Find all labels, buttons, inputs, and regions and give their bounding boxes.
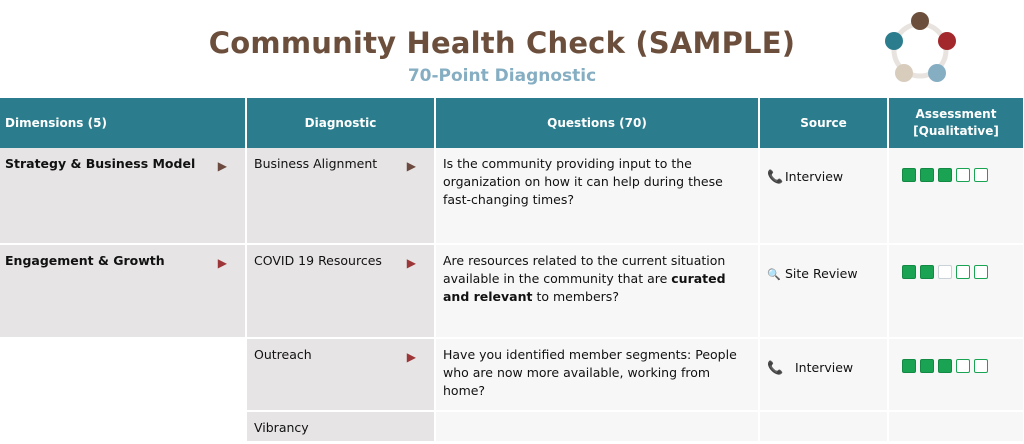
question-text-part: to members?	[532, 289, 619, 304]
source-cell	[759, 244, 888, 338]
diagnostic-table	[0, 98, 1024, 443]
triangle-right-icon: ▶	[406, 256, 416, 270]
diagnostic-cell	[246, 338, 435, 411]
diagnostic-cell	[246, 244, 435, 338]
question-cell	[435, 411, 759, 442]
diagnostic-cell	[246, 411, 435, 442]
column-header-dimensions: Dimensions (5)	[0, 98, 246, 148]
dimension-label: Strategy & Business Model	[5, 156, 196, 171]
rating-box-filled	[938, 359, 952, 373]
column-header-diagnostic: Diagnostic	[246, 98, 435, 148]
source-cell	[759, 338, 888, 411]
dimension-label: Engagement & Growth	[5, 253, 165, 268]
source-cell	[759, 411, 888, 442]
question-cell	[435, 244, 759, 338]
rating-boxes	[896, 265, 1017, 279]
triangle-right-icon: ▶	[406, 350, 416, 364]
assessment-cell	[888, 411, 1024, 442]
question-text-part: Are resources related to the current situation available in the community that are	[443, 253, 726, 286]
column-header-assessment: Assessment [Qualitative]	[888, 98, 1024, 148]
diagnostic-label: Vibrancy	[254, 420, 309, 435]
table-row	[0, 148, 1024, 244]
dimension-cell	[0, 244, 246, 338]
question-cell	[435, 338, 759, 411]
dimension-cell	[0, 338, 246, 411]
source-cell	[759, 148, 888, 244]
rating-box-empty	[974, 168, 988, 182]
triangle-right-icon: ▶	[406, 159, 416, 173]
rating-box-filled	[920, 359, 934, 373]
community-network-logo-icon	[880, 8, 960, 88]
phone-icon: 📞	[767, 361, 784, 376]
rating-box-filled	[938, 168, 952, 182]
diagnostic-cell	[246, 148, 435, 244]
rating-box-filled	[920, 168, 934, 182]
table-header-row	[0, 98, 1024, 148]
table-row	[0, 411, 1024, 442]
question-cell	[435, 148, 759, 244]
assessment-cell	[888, 338, 1024, 411]
source-label: Interview	[795, 360, 854, 375]
table-row	[0, 338, 1024, 411]
triangle-right-icon: ▶	[217, 159, 227, 173]
rating-boxes	[896, 359, 1017, 373]
assessment-cell	[888, 244, 1024, 338]
source-label: Interview	[785, 169, 844, 184]
column-header-questions: Questions (70)	[435, 98, 759, 148]
diagnostic-label: COVID 19 Resources	[254, 253, 382, 268]
question-emphasis: curated and relevant	[443, 271, 726, 304]
phone-icon: 📞	[767, 170, 784, 185]
rating-box-empty	[956, 168, 970, 182]
page-subtitle: 70-Point Diagnostic	[407, 66, 597, 86]
page-title: Community Health Check (SAMPLE)	[208, 26, 796, 60]
rating-box-empty	[938, 265, 952, 279]
question-text: Is the community providing input to the organization on how it can help during these fast-changing times?	[443, 156, 723, 207]
diagnostic-label: Business Alignment	[254, 156, 378, 171]
rating-box-empty	[956, 359, 970, 373]
column-header-source: Source	[759, 98, 888, 148]
rating-box-empty	[974, 265, 988, 279]
assessment-cell	[888, 148, 1024, 244]
source-label: Site Review	[785, 266, 858, 281]
dimension-cell	[0, 411, 246, 442]
rating-box-empty	[974, 359, 988, 373]
question-text: Have you identified member segments: People who are now more available, working from home?	[443, 347, 737, 398]
triangle-right-icon: ▶	[217, 256, 227, 270]
rating-box-filled	[902, 168, 916, 182]
table-row	[0, 244, 1024, 338]
dimension-cell	[0, 148, 246, 244]
magnifier-icon: 🔍	[767, 268, 781, 281]
rating-boxes	[896, 168, 1017, 182]
rating-box-filled	[902, 359, 916, 373]
rating-box-filled	[920, 265, 934, 279]
rating-box-empty	[956, 265, 970, 279]
diagnostic-label: Outreach	[254, 347, 312, 362]
rating-box-filled	[902, 265, 916, 279]
